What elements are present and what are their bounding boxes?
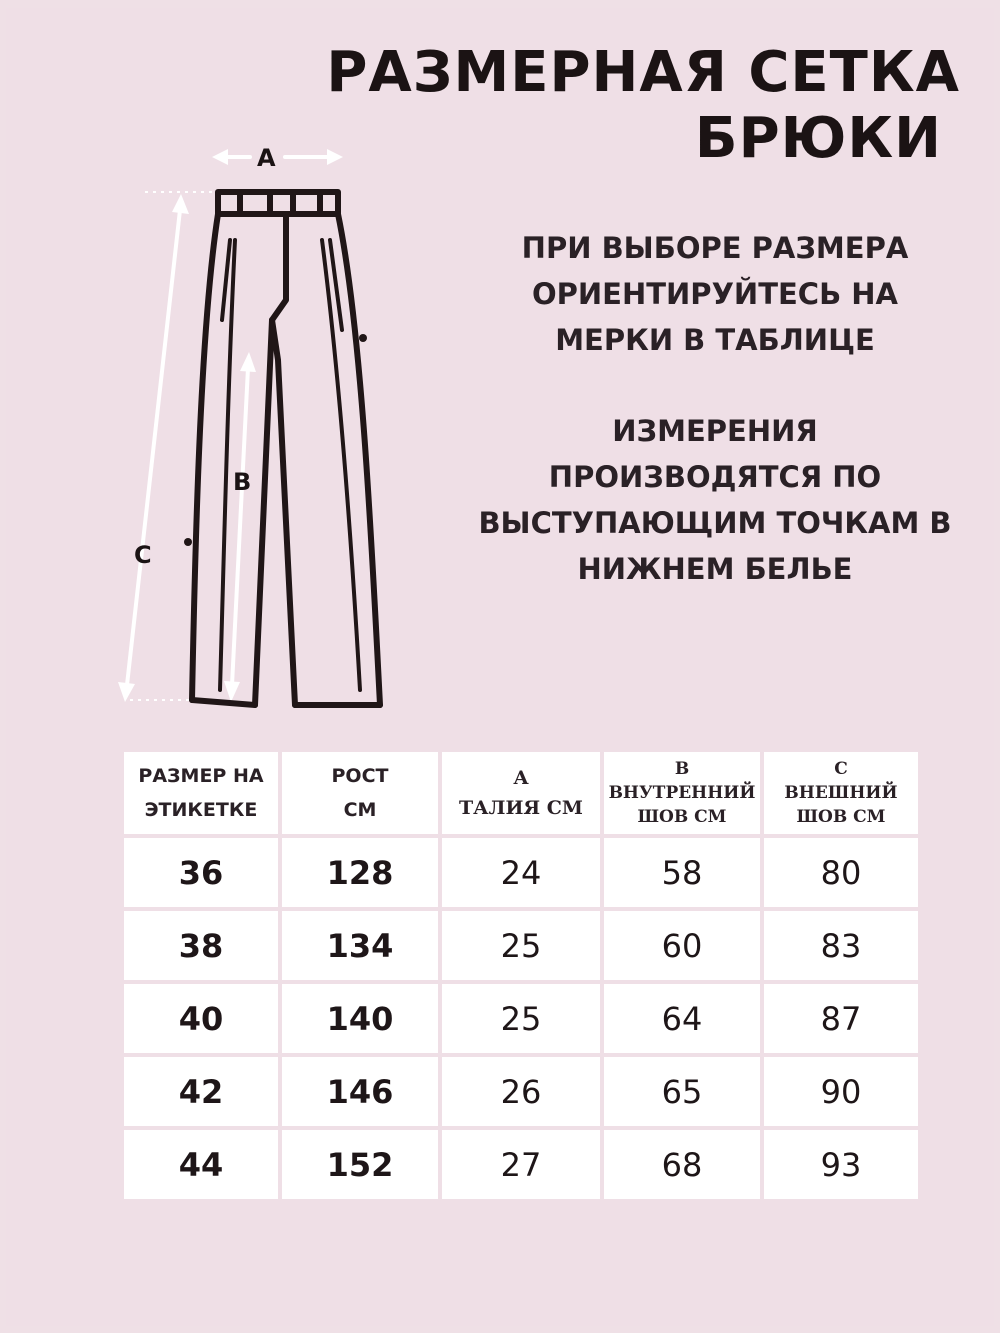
cell-size: 38 bbox=[124, 911, 278, 980]
info-line: ВЫСТУПАЮЩИМ ТОЧКАМ В bbox=[478, 506, 952, 540]
title-line-1: РАЗМЕРНАЯ СЕТКА bbox=[326, 40, 960, 105]
table-row bbox=[124, 984, 918, 1053]
cell-inner-seam: 60 bbox=[604, 911, 760, 980]
table-row bbox=[124, 838, 918, 907]
table-row bbox=[124, 1057, 918, 1126]
header-inner-seam: B ВНУТРЕННИЙ ШОВ СМ bbox=[604, 752, 760, 834]
cell-size: 36 bbox=[124, 838, 278, 907]
size-table bbox=[120, 748, 922, 1203]
label-c: C bbox=[134, 541, 152, 569]
cell-size: 44 bbox=[124, 1130, 278, 1199]
table-header-row bbox=[124, 752, 918, 834]
info-line: ОРИЕНТИРУЙТЕСЬ НА bbox=[532, 277, 898, 311]
header-height: РОСТ СМ bbox=[282, 752, 438, 834]
info-block-size-choice bbox=[470, 225, 960, 363]
trousers-icon bbox=[100, 130, 420, 740]
cell-waist: 26 bbox=[442, 1057, 600, 1126]
label-b: B bbox=[233, 468, 252, 496]
cell-waist: 25 bbox=[442, 984, 600, 1053]
page-title bbox=[326, 40, 960, 172]
header-size: РАЗМЕР НА ЭТИКЕТКЕ bbox=[124, 752, 278, 834]
cell-height: 128 bbox=[282, 838, 438, 907]
cell-outer-seam: 93 bbox=[764, 1130, 918, 1199]
cell-inner-seam: 65 bbox=[604, 1057, 760, 1126]
cell-waist: 27 bbox=[442, 1130, 600, 1199]
arrow-c bbox=[118, 194, 189, 702]
cell-outer-seam: 90 bbox=[764, 1057, 918, 1126]
cell-outer-seam: 83 bbox=[764, 911, 918, 980]
table-row bbox=[124, 1130, 918, 1199]
info-line: ИЗМЕРЕНИЯ bbox=[612, 414, 818, 448]
cell-waist: 24 bbox=[442, 838, 600, 907]
cell-height: 146 bbox=[282, 1057, 438, 1126]
cell-outer-seam: 87 bbox=[764, 984, 918, 1053]
cell-size: 42 bbox=[124, 1057, 278, 1126]
info-line: ПРОИЗВОДЯТСЯ ПО bbox=[548, 460, 882, 494]
cell-height: 134 bbox=[282, 911, 438, 980]
cell-inner-seam: 64 bbox=[604, 984, 760, 1053]
title-line-2: БРЮКИ bbox=[694, 106, 942, 171]
cell-height: 152 bbox=[282, 1130, 438, 1199]
cell-outer-seam: 80 bbox=[764, 838, 918, 907]
info-line: НИЖНЕМ БЕЛЬЕ bbox=[577, 552, 853, 586]
cell-waist: 25 bbox=[442, 911, 600, 980]
info-line: ПРИ ВЫБОРЕ РАЗМЕРА bbox=[521, 231, 909, 265]
cell-height: 140 bbox=[282, 984, 438, 1053]
trousers-diagram bbox=[100, 130, 420, 740]
table-row bbox=[124, 911, 918, 980]
info-line: МЕРКИ В ТАБЛИЦЕ bbox=[555, 323, 875, 357]
cell-inner-seam: 68 bbox=[604, 1130, 760, 1199]
info-block-measurements bbox=[470, 408, 960, 592]
header-outer-seam: C ВНЕШНИЙ ШОВ СМ bbox=[764, 752, 918, 834]
header-waist: A ТАЛИЯ СМ bbox=[442, 752, 600, 834]
cell-inner-seam: 58 bbox=[604, 838, 760, 907]
arrow-a bbox=[212, 149, 343, 165]
cell-size: 40 bbox=[124, 984, 278, 1053]
label-a: A bbox=[257, 144, 276, 172]
